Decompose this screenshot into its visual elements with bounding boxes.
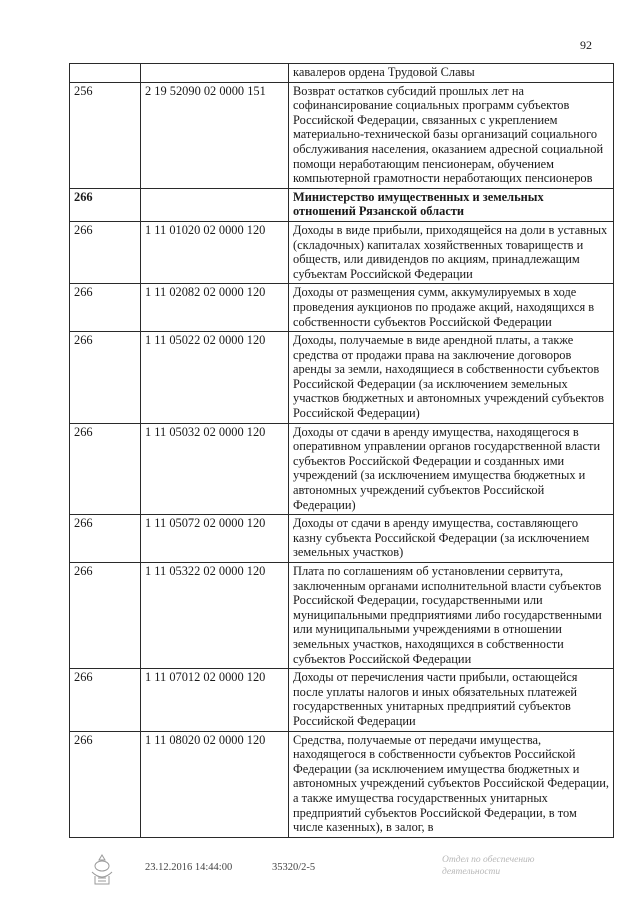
description-cell: Доходы от перечисления части прибыли, остающейся после уплаты налогов и иных обязательных платежей государственных унитарных предприятий субъектов Российской Федерации [289, 669, 614, 731]
table-row [70, 669, 614, 731]
budget-code-cell: 1 11 07012 02 0000 120 [141, 669, 289, 731]
footer-doc-number: 35320/2-5 [272, 862, 316, 873]
admin-code-cell: 266 [70, 188, 141, 221]
budget-code-cell [141, 188, 289, 221]
budget-code-cell: 1 11 01020 02 0000 120 [141, 221, 289, 283]
table-row [70, 284, 614, 332]
description-cell: Доходы в виде прибыли, приходящейся на доли в уставных (складочных) капиталах хозяйственных товариществ и обществ, или дивидендов по акциям, принадлежащим субъектам Российской Федерации [289, 221, 614, 283]
admin-code-cell: 266 [70, 284, 141, 332]
admin-code-cell [70, 64, 141, 83]
revenue-codes-table [69, 63, 614, 838]
description-cell: Министерство имущественных и земельных отношений Рязанской области [289, 188, 614, 221]
admin-code-cell: 266 [70, 731, 141, 837]
description-cell: Средства, получаемые от передачи имущества, находящегося в собственности субъектов Российской Федерации (за исключением имущества бюджетных и автономных учреждений субъектов Российской Федерации, а также имущества государственных унитарных предприятий субъектов Российской Федерации, в том числе казенных), в залог, в [289, 731, 614, 837]
table-row [70, 563, 614, 669]
description-cell: Доходы от сдачи в аренду имущества, находящегося в оперативном управлении органов государственной власти субъектов Российской Федерации и созданных ими учреждений (за исключением имущества бюджетных и автономных учреждений субъектов Российской Федерации) [289, 423, 614, 515]
budget-code-cell [141, 64, 289, 83]
budget-code-cell: 1 11 05022 02 0000 120 [141, 332, 289, 424]
description-cell: Доходы от размещения сумм, аккумулируемых в ходе проведения аукционов по продаже акций, находящихся в собственности субъектов Российской Федерации [289, 284, 614, 332]
budget-code-cell: 1 11 05322 02 0000 120 [141, 563, 289, 669]
description-cell: Плата по соглашениям об установлении сервитута, заключенным органами исполнительной власти субъектов Российской Федерации, государственными или муниципальными предприятиями либо государственными или муниципальными учреждениями в отношении земельных участков, находящихся в собственности субъектов Российской Федерации [289, 563, 614, 669]
admin-code-cell: 266 [70, 515, 141, 563]
budget-code-cell: 1 11 02082 02 0000 120 [141, 284, 289, 332]
table-row [70, 82, 614, 188]
table-row [70, 64, 614, 83]
admin-code-cell: 256 [70, 82, 141, 188]
budget-code-cell: 2 19 52090 02 0000 151 [141, 82, 289, 188]
description-cell: Доходы от сдачи в аренду имущества, составляющего казну субъекта Российской Федерации (за исключением земельных участков) [289, 515, 614, 563]
footer-stamp: Отдел по обеспечению деятельности [442, 855, 535, 877]
table-row [70, 221, 614, 283]
description-cell: кавалеров ордена Трудовой Славы [289, 64, 614, 83]
table-row [70, 731, 614, 837]
budget-code-cell: 1 11 05072 02 0000 120 [141, 515, 289, 563]
footer-date: 23.12.2016 14:44:00 [145, 862, 233, 873]
table-row [70, 188, 614, 221]
emblem-icon [86, 852, 118, 888]
table-row [70, 332, 614, 424]
table-row [70, 515, 614, 563]
description-cell: Возврат остатков субсидий прошлых лет на софинансирование социальных программ субъектов Российской Федерации, связанных с укреплением материально-технической базы организаций социального обслуживания населения, оказанием адресной социальной помощи неработающим пенсионерам, обучением компьютерной грамотности неработающих пенсионеров [289, 82, 614, 188]
admin-code-cell: 266 [70, 563, 141, 669]
description-cell: Доходы, получаемые в виде арендной платы, а также средства от продажи права на заключение договоров аренды за земли, находящиеся в собственности субъектов Российской Федерации (за исключением земельных участков бюджетных и автономных учреждений субъектов Российской Федерации) [289, 332, 614, 424]
page-number: 92 [580, 38, 592, 52]
table-row [70, 423, 614, 515]
admin-code-cell: 266 [70, 221, 141, 283]
admin-code-cell: 266 [70, 669, 141, 731]
admin-code-cell: 266 [70, 332, 141, 424]
table-body [70, 64, 614, 838]
budget-code-cell: 1 11 08020 02 0000 120 [141, 731, 289, 837]
admin-code-cell: 266 [70, 423, 141, 515]
budget-code-cell: 1 11 05032 02 0000 120 [141, 423, 289, 515]
